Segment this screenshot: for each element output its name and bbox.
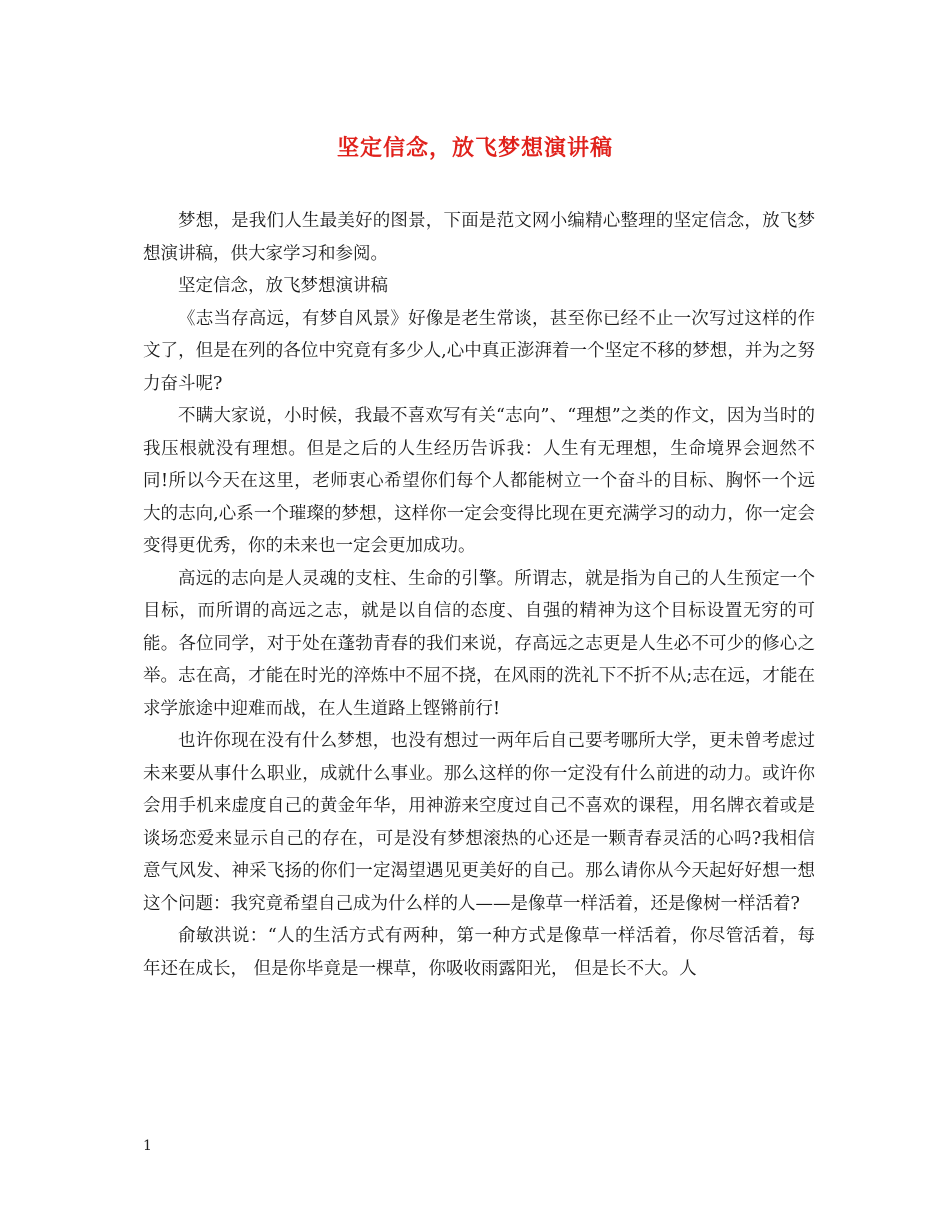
paragraph-subtitle: 坚定信念，放飞梦想演讲稿 bbox=[178, 276, 388, 296]
document-body bbox=[143, 205, 815, 985]
paragraph-3: 高远的志向是人灵魂的支柱、生命的引擎。所谓志，就是指为自己的人生预定一个目标，而所谓的高远之志，就是以自信的态度、自强的精神为这个目标设置无穷的可能。各位同学，对于处在蓬勃青春的我们来说，存高远之志更是人生必不可少的修心之举。志在高，才能在时光的淬炼中不屈不挠，在风雨的洗礼下不折不从;志在远，才能在求学旅途中迎难而战，在人生道路上铿锵前行! bbox=[143, 568, 815, 719]
page-number: 1 bbox=[143, 1138, 152, 1154]
paragraph-5: 俞敏洪说：“人的生活方式有两种，第一种方式是像草一样活着，你尽管活着，每年还在成长， 但是你毕竟是一棵草，你吸收雨露阳光， 但是长不大。人 bbox=[143, 926, 815, 979]
paragraph-intro: 梦想，是我们人生最美好的图景，下面是范文网小编精心整理的坚定信念，放飞梦想演讲稿，供大家学习和参阅。 bbox=[143, 211, 815, 264]
paragraph-2: 不瞒大家说，小时候，我最不喜欢写有关“志向”、“理想”之类的作文，因为当时的我压根就没有理想。但是之后的人生经历告诉我：人生有无理想，生命境界会迥然不同!所以今天在这里，老师衷心希望你们每个人都能树立一个奋斗的目标、胸怀一个远大的志向,心系一个璀璨的梦想，这样你一定会变得比现在更充满学习的动力，你一定会变得更优秀，你的未来也一定会更加成功。 bbox=[143, 406, 815, 556]
paragraph-1: 《志当存高远，有梦自风景》好像是老生常谈，甚至你已经不止一次写过这样的作文了，但是在列的各位中究竟有多少人,心中真正澎湃着一个坚定不移的梦想，并为之努力奋斗呢? bbox=[143, 308, 815, 394]
paragraph-4: 也许你现在没有什么梦想，也没有想过一两年后自己要考哪所大学，更未曾考虑过未来要从事什么职业，成就什么事业。那么这样的你一定没有什么前进的动力。或许你会用手机来虚度自己的黄金年华，用神游来空度过自己不喜欢的课程，用名牌衣着或是谈场恋爱来显示自己的存在，可是没有梦想滚热的心还是一颗青春灵活的心吗?我相信意气风发、神采飞扬的你们一定渴望遇见更美好的自己。那么请你从今天起好好想一想这个问题：我究竟希望自己成为什么样的人——是像草一样活着，还是像树一样活着? bbox=[143, 731, 815, 914]
document-title: 坚定信念，放飞梦想演讲稿 bbox=[336, 135, 613, 161]
